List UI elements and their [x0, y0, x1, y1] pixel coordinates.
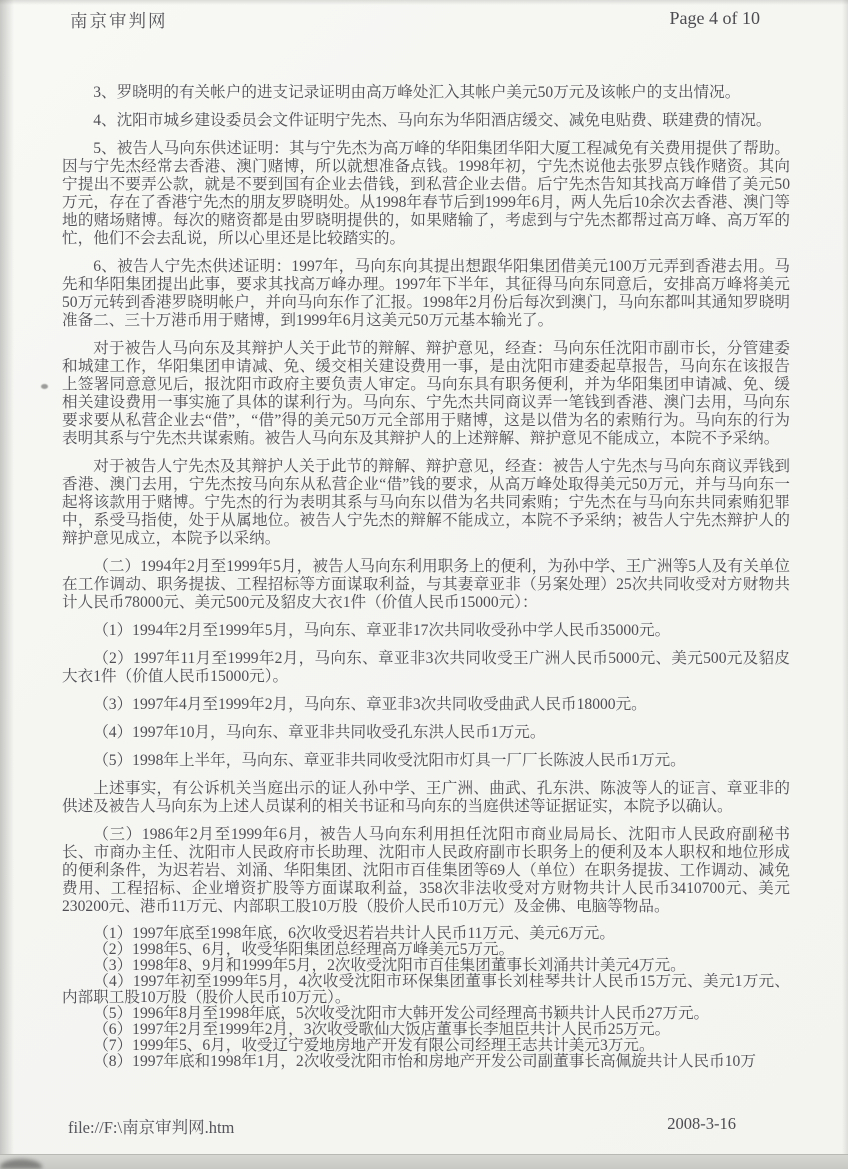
section-2-item-1: （1）1994年2月至1999年5月，马向东、章亚非17次共同收受孙中学人民币35000元。	[93, 622, 671, 639]
section-3-item-3: （3）1998年8、9月和1999年5月，2次收受沈阳市百佳集团董事长刘涌共计美元4万元。	[93, 957, 686, 974]
scan-speck-artifact	[41, 384, 48, 389]
section-2-item-3: （3）1997年4月至1999年2月，马向东、章亚非3次共同收受曲武人民币18000元。	[93, 696, 647, 713]
scan-corner-smudge	[0, 1159, 42, 1169]
site-name: 南京审判网	[70, 11, 168, 31]
section-2-item-4: （4）1997年10月，马向东、章亚非共同收受孔东洪人民币1万元。	[93, 724, 546, 741]
section-3-item-8: （8）1997年底和1998年1月，2次收受沈阳市怡和房地产开发公司副董事长高佩旋共计人民币10万	[93, 1053, 756, 1070]
scan-edge-shadow-bottom	[0, 1154, 848, 1169]
document-body	[62, 84, 790, 1070]
court-finding-ma: 对于被告人马向东及其辩护人关于此节的辩解、辩护意见，经查：马向东任沈阳市副市长，分管建委和城建工作，华阳集团申请减、免、缓交相关建设费用一事，是由沈阳市建委起草报告，马向东在该报告上签署同意意见后，报沈阳市政府主要负责人审定。马向东具有职务便利，并为华阳集团申请减、免、缓相关建设费用一事实施了具体的谋利行为。马向东、宁先杰共同商议弄一笔钱到香港、澳门去用，马向东要求要从私营企业去“借”，“借”得的美元50万元全部用于赌博，这是以借为名的索贿行为。马向东的行为表明其系与宁先杰共谋索贿。被告人马向东及其辩护人的上述辩解、辩护意见不能成立，本院不予采纳。	[62, 340, 790, 447]
scan-edge-shadow-right	[842, 0, 848, 1169]
print-date: 2008-3-16	[667, 1114, 736, 1133]
section-3-item-4: （4）1997年初至1999年5月，4次收受沈阳市环保集团董事长刘桂琴共计人民币15万元、美元1万元、内部职工股10万股（股价人民币10万元）。	[62, 973, 790, 1006]
section-2-intro: （二）1994年2月至1999年5月，被告人马向东利用职务上的便利，为孙中学、王广洲等5人及有关单位在工作调动、职务提拔、工程招标等方面谋取利益，与其妻章亚非（另案处理）25次共同收受对方财物共计人民币78000元、美元500元及貂皮大衣1件（价值人民币15000元）：	[62, 558, 790, 611]
section-3-item-2: （2）1998年5、6月，收受华阳集团总经理高万峰美元5万元。	[93, 941, 515, 958]
file-url: file://F:\南京审判网.htm	[68, 1118, 235, 1137]
section-2-item-2: （2）1997年11月至1999年2月，马向东、章亚非3次共同收受王广洲人民币5000元、美元500元及貂皮大衣1件（价值人民币15000元）。	[62, 650, 790, 685]
scan-edge-shadow-top	[0, 0, 848, 5]
section-3-item-5: （5）1996年8月至1998年底，5次收受沈阳市大韩开发公司经理高书颖共计人民币27万元。	[93, 1005, 710, 1022]
facts-confirmation: 上述事实，有公诉机关当庭出示的证人孙中学、王广洲、曲武、孔东洪、陈波等人的证言、章亚非的供述及被告人马向东为上述人员谋利的相关书证和马向东的当庭供述等证据证实，本院予以确认。	[62, 780, 790, 815]
evidence-item-3: 3、罗晓明的有关帐户的进支记录证明由高万峰处汇入其帐户美元50万元及该帐户的支出情况。	[93, 84, 741, 101]
court-finding-ning: 对于被告人宁先杰及其辩护人关于此节的辩解、辩护意见，经查：被告人宁先杰与马向东商议弄钱到香港、澳门去用，宁先杰按马向东从私营企业“借”钱的要求，从高万峰处取得美元50万元，并与马向东一起将该款用于赌博。宁先杰的行为表明其系与马向东以借为名共同索贿；宁先杰在与马向东共同索贿犯罪中，系受马指使，处于从属地位。被告人宁先杰的辩解不能成立，本院不予采纳；被告人宁先杰辩护人的辩护意见成立，本院予以采纳。	[62, 458, 790, 547]
evidence-item-4: 4、沈阳市城乡建设委员会文件证明宁先杰、马向东为华阳酒店缓交、减免电贴费、联建费的情况。	[93, 112, 772, 129]
evidence-item-6: 6、被告人宁先杰供述证明：1997年，马向东向其提出想跟华阳集团借美元100万元弄到香港去用。马先和华阳集团提出此事，要求其找高万峰办理。1997年下半年，其征得马向东同意后，安排高万峰将美元50万元转到香港罗晓明帐户，并向马向东作了汇报。1998年2月份后每次到澳门，马向东都叫其通知罗晓明准备二、三十万港币用于赌博，到1999年6月这美元50万元基本输光了。	[62, 258, 790, 329]
section-3-item-7: （7）1999年5、6月，收受辽宁爱地房地产开发有限公司经理王志共计美元3万元。	[93, 1037, 655, 1054]
evidence-item-5: 5、被告人马向东供述证明：其与宁先杰为高万峰的华阳集团华阳大厦工程减免有关费用提供了帮助。因与宁先杰经常去香港、澳门赌博，所以就想准备点钱。1998年初，宁先杰说他去张罗点钱作赌资。其向宁提出不要弄公款，就是不要到国有企业去借钱，到私营企业去借。后宁先杰告知其找高万峰借了美元50万元，存在了香港宁先杰的朋友罗晓明处。从1998年春节后到1999年6月，两人先后10余次去香港、澳门等地的赌场赌博。每次的赌资都是由罗晓明提供的，如果赌输了，考虑到与宁先杰都帮过高万峰、高万军的忙，他们不会去乱说，所以心里还是比较踏实的。	[62, 140, 790, 247]
section-3-intro: （三）1986年2月至1999年6月，被告人马向东利用担任沈阳市商业局局长、沈阳市人民政府副秘书长、市商办主任、沈阳市人民政府市长助理、沈阳市人民政府副市长职务上的便利及本人职权和地位形成的便利条件，为迟若岩、刘涌、华阳集团、沈阳市百佳集团等69人（单位）在职务提拔、工作调动、减免费用、工程招标、企业增资扩股等方面谋取利益，358次非法收受对方财物共计人民币3410700元、美元230200元、港币11万元、内部职工股10万股（股价人民币10万元）及金佛、电脑等物品。	[62, 826, 790, 915]
section-3-item-6: （6）1997年2月至1999年2月，3次收受歌仙大饭店董事长李旭臣共计人民币25万元。	[93, 1021, 671, 1038]
scan-edge-shadow-left	[0, 0, 14, 1169]
page-indicator: Page 4 of 10	[669, 8, 760, 28]
section-3-item-1: （1）1997年底至1998年底，6次收受迟若岩共计人民币11万元、美元6万元。	[93, 925, 615, 942]
section-2-item-5: （5）1998年上半年，马向东、章亚非共同收受沈阳市灯具一厂厂长陈波人民币1万元。	[93, 752, 686, 769]
